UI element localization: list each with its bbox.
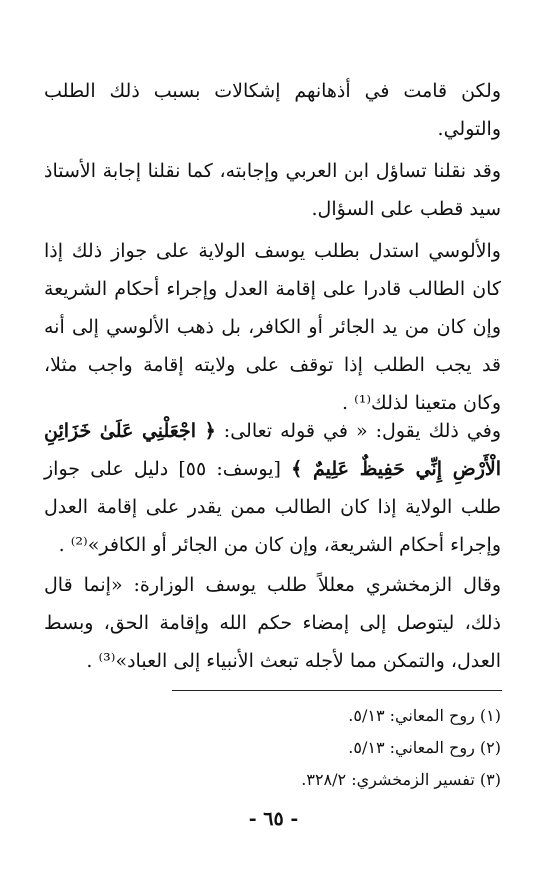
footnote-divider — [172, 690, 502, 691]
paragraph-4 — [44, 412, 501, 564]
page-number: - ٦٥ - — [248, 808, 299, 830]
paragraph-5: وقال الزمخشري معللاً طلب يوسف الوزارة: «إنما قال ذلك، ليتوصل إلى إمضاء حكم الله وإقامة الحق، وبسط العدل، والتمكن مما لأجله تبعث الأنبياء إلى العباد»⁽³⁾ . — [44, 574, 501, 672]
quran-verse: ﴿ اجْعَلْنِي عَلَىٰ خَزَائِنِ الْأَرْضِ إِنِّي حَفِيظٌ عَلِيمٌ ﴾ — [44, 420, 501, 480]
paragraph-2: وقد نقلنا تساؤل ابن العربي وإجابته، كما نقلنا إجابة الأستاذ سيد قطب على السؤال. — [44, 160, 501, 220]
footnote-1: (١) روح المعاني: ٥/١٣. — [348, 706, 501, 725]
footnote-3: (٣) تفسير الزمخشري: ٣٢٨/٢. — [301, 770, 501, 789]
paragraph-4-intro: وفي ذلك يقول: « في قوله تعالى: — [215, 420, 501, 442]
paragraph-4-body: [يوسف: ٥٥] دليل على جواز طلب الولاية إذا كان الطالب ممن يقدر على إقامة العدل وإجراء أحكام الشريعة، وإن كان من الجائر أو الكافر»⁽²⁾ . — [44, 458, 501, 556]
footnote-2: (٢) روح المعاني: ٥/١٣. — [348, 738, 501, 757]
paragraph-3: والألوسي استدل بطلب يوسف الولاية على جواز ذلك إذا كان الطالب قادرا على إقامة العدل وإجراء أحكام الشريعة وإن كان من يد الجائر أو الكافر، بل ذهب الألوسي إلى أنه قد يجب الطلب إذا توقف على ولايته إقامة واجب مثلا، وكان متعينا لذلك⁽¹⁾ . — [44, 240, 501, 414]
paragraph-1: ولكن قامت في أذهانهم إشكالات بسبب ذلك الطلب والتولي. — [44, 80, 501, 140]
